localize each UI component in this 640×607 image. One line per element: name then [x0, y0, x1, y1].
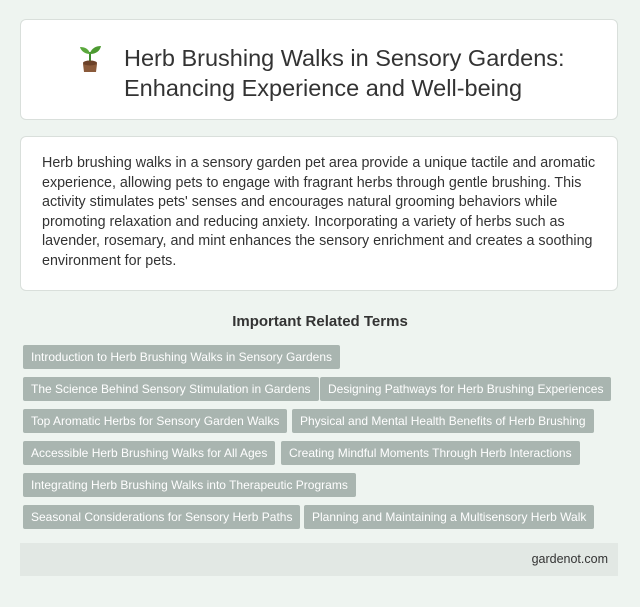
tag-row — [23, 345, 623, 377]
related-term-link[interactable]: Accessible Herb Brushing Walks for All Ages — [23, 441, 275, 465]
related-term-link[interactable]: Seasonal Considerations for Sensory Herb Paths — [23, 505, 300, 529]
related-term-link[interactable]: Integrating Herb Brushing Walks into Therapeutic Programs — [23, 473, 356, 497]
footer — [20, 543, 618, 576]
site-name[interactable]: gardenot.com — [531, 552, 608, 566]
related-term-link[interactable]: The Science Behind Sensory Stimulation in Gardens — [23, 377, 319, 401]
related-term-link[interactable]: Planning and Maintaining a Multisensory Herb Walk — [304, 505, 594, 529]
tag-row — [23, 505, 623, 537]
tag-row — [23, 473, 623, 505]
tag-row — [23, 409, 623, 441]
related-term-link[interactable]: Designing Pathways for Herb Brushing Experiences — [320, 377, 611, 401]
related-term-link[interactable]: Physical and Mental Health Benefits of Herb Brushing — [292, 409, 594, 433]
tag-row — [23, 377, 623, 409]
tag-row — [23, 441, 623, 473]
title-line-2: Enhancing Experience and Well-being — [124, 75, 523, 101]
page-title — [76, 43, 596, 103]
related-term-link[interactable]: Top Aromatic Herbs for Sensory Garden Walks — [23, 409, 287, 433]
related-terms-heading: Important Related Terms — [232, 313, 408, 330]
description-text: Herb brushing walks in a sensory garden pet area provide a unique tactile and aromatic experience, allowing pets to engage with fragrant herbs through gentle brushing. This activity stimulates pets' senses and encourages natural grooming behaviors while promoting relaxation and reducing anxiety. Incorporating a variety of herbs such as lavender, rosemary, and mint enhances the sensory enrichment and creates a soothing environment for pets. — [42, 155, 596, 269]
title-line-1: Herb Brushing Walks in Sensory Gardens: — [124, 45, 565, 71]
related-terms-list — [23, 345, 623, 537]
related-term-link[interactable]: Creating Mindful Moments Through Herb Interactions — [281, 441, 580, 465]
related-term-link[interactable]: Introduction to Herb Brushing Walks in Sensory Gardens — [23, 345, 340, 369]
description-card — [20, 136, 618, 291]
